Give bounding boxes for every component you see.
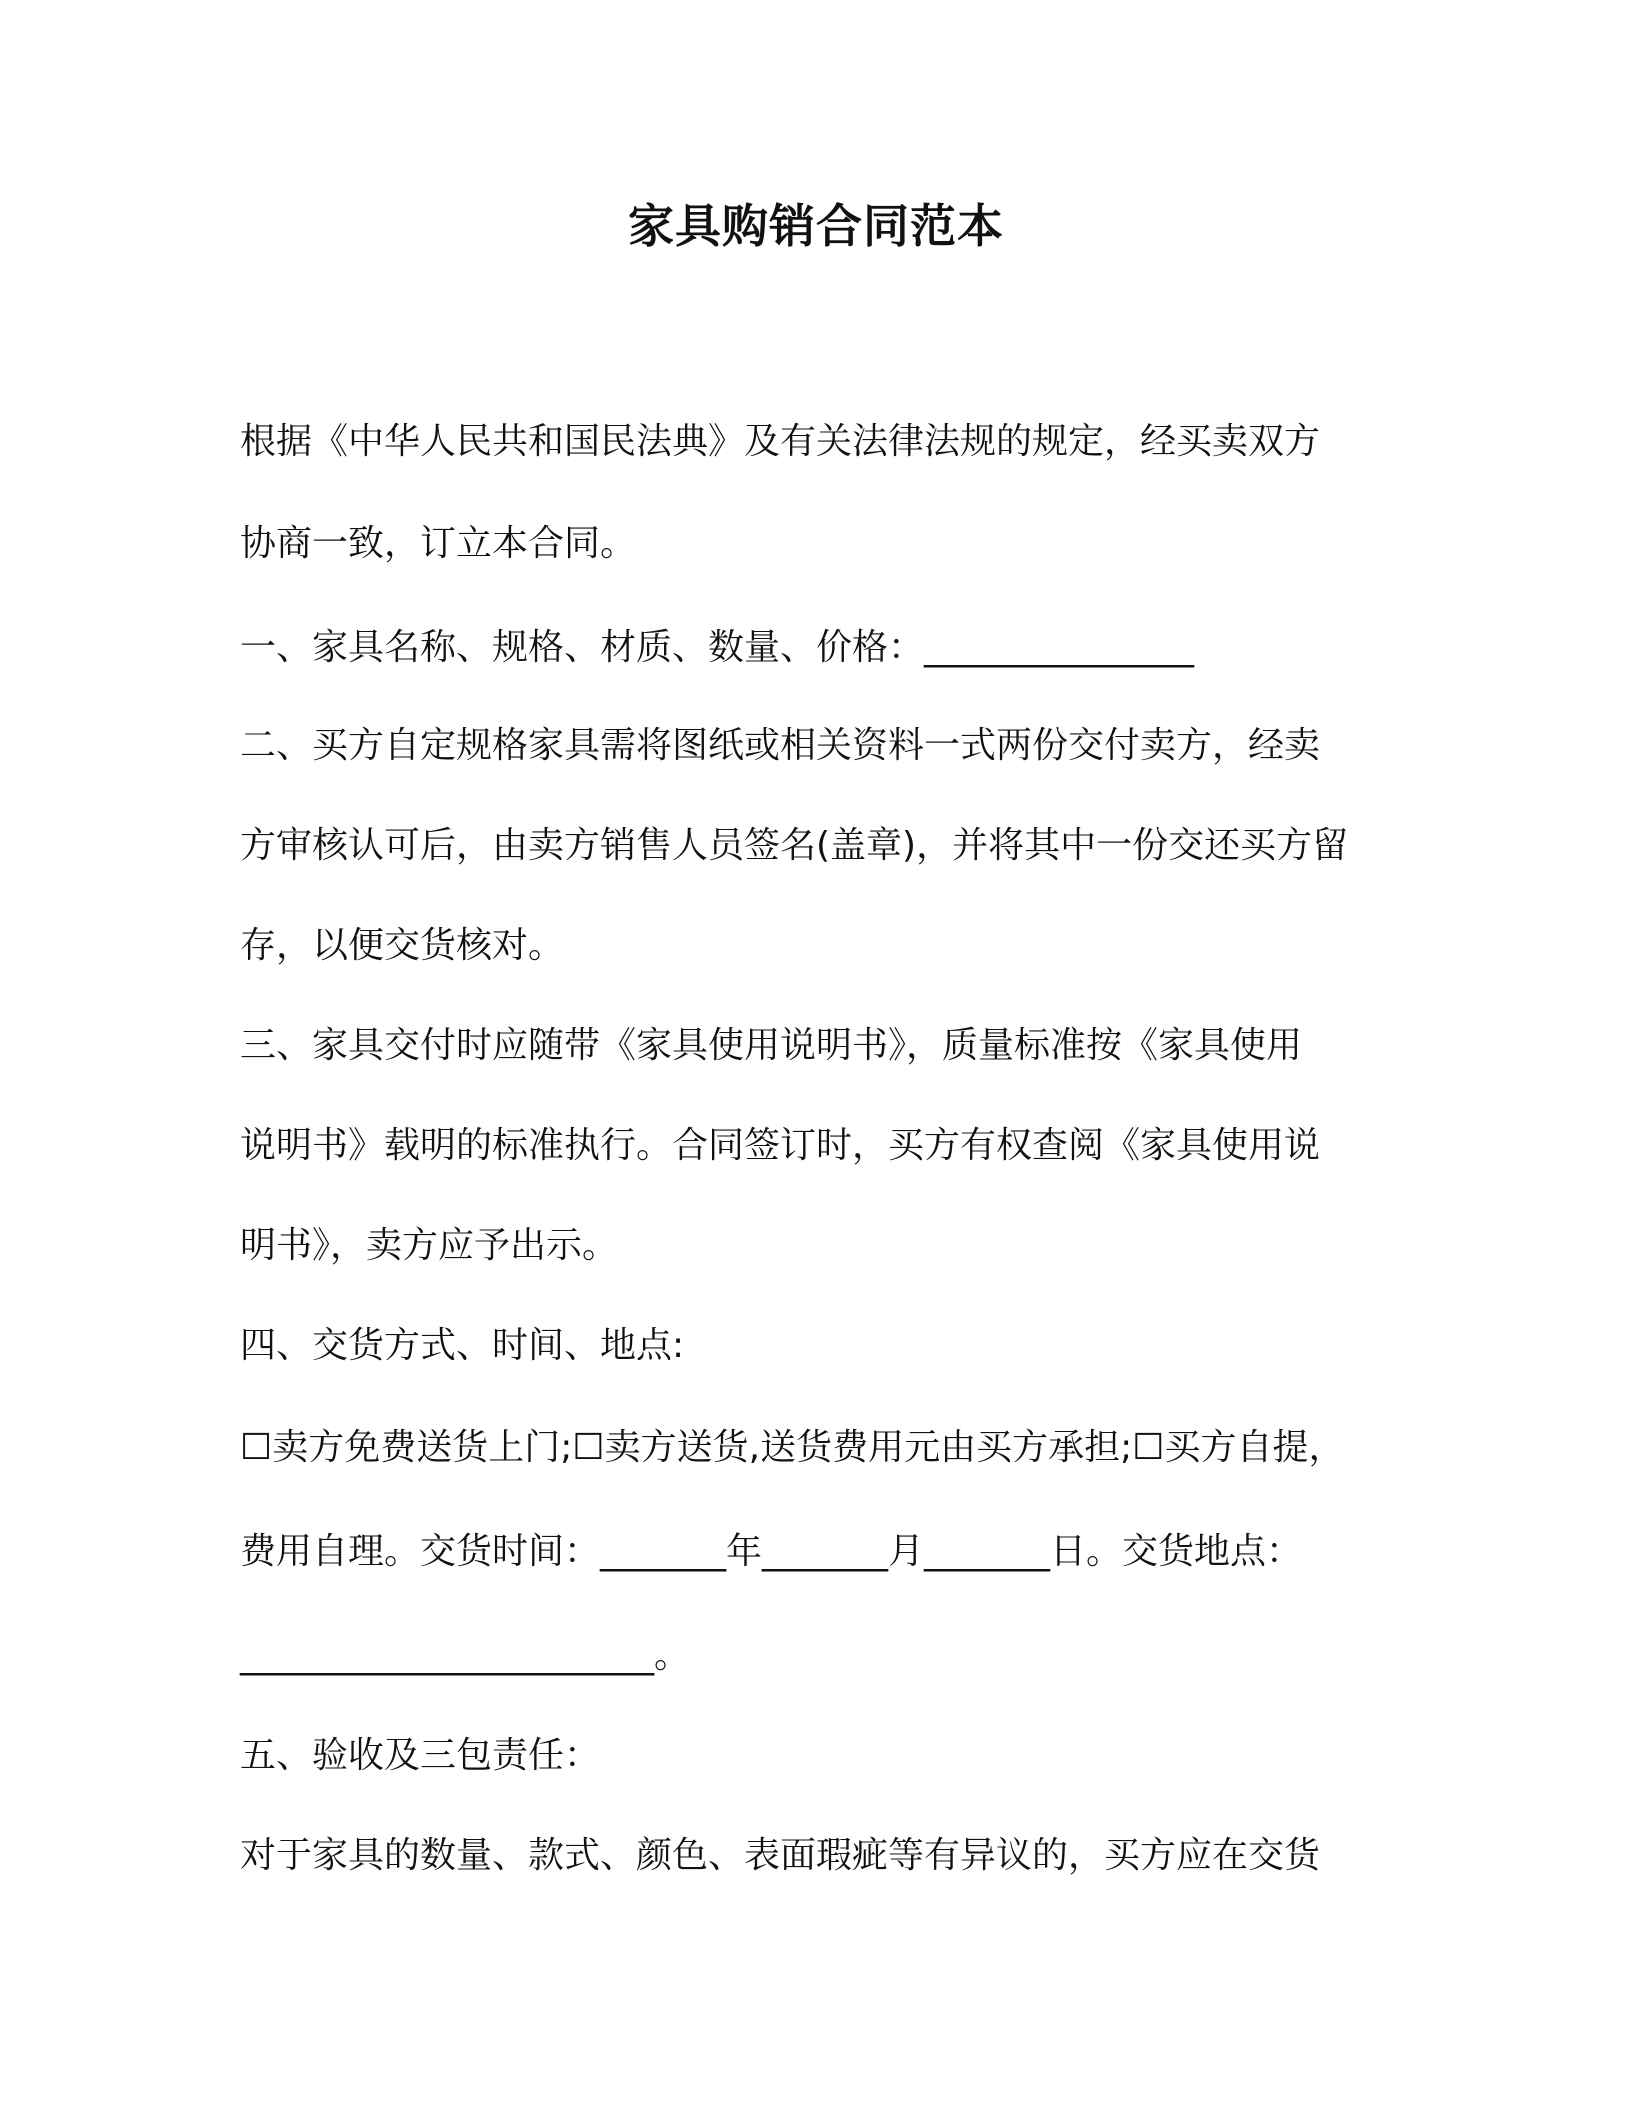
document-title: 家具购销合同范本 [628, 199, 1004, 253]
clause-4-place-line: _______________________。 [240, 1635, 690, 1676]
clause-4-time-line: 费用自理。交货时间：_______年_______月_______日。交货地点： [240, 1531, 1303, 1572]
clause-3-line-1: 三、家具交付时应随带《家具使用说明书》，质量标准按《家具使用 [240, 1025, 1303, 1066]
clause-4-heading: 四、交货方式、时间、地点: [240, 1325, 685, 1366]
clause-4-options-line: ☐卖方免费送货上门;☐卖方送货,送货费用元由买方承担;☐买方自提， [240, 1427, 1345, 1468]
clause-2-line-3: 存，以便交货核对。 [240, 925, 565, 966]
clause-2-line-2: 方审核认可后，由卖方销售人员签名(盖章)，并将其中一份交还买方留 [240, 825, 1349, 866]
paragraph-intro-line-1: 根据《中华人民共和国民法典》及有关法律法规的规定，经买卖双方 [240, 421, 1321, 462]
paragraph-intro-line-2: 协商一致，订立本合同。 [240, 523, 637, 564]
clause-5-line-1: 对于家具的数量、款式、颜色、表面瑕疵等有异议的，买方应在交货 [240, 1835, 1321, 1876]
clause-1-line-1: 一、家具名称、规格、材质、数量、价格：_______________ [240, 627, 1195, 668]
clause-5-heading: 五、验收及三包责任： [240, 1735, 601, 1776]
clause-2-line-1: 二、买方自定规格家具需将图纸或相关资料一式两份交付卖方，经卖 [240, 725, 1321, 766]
clause-3-line-2: 说明书》载明的标准执行。合同签订时，买方有权查阅《家具使用说 [240, 1125, 1321, 1166]
clause-3-line-3: 明书》，卖方应予出示。 [240, 1225, 619, 1266]
